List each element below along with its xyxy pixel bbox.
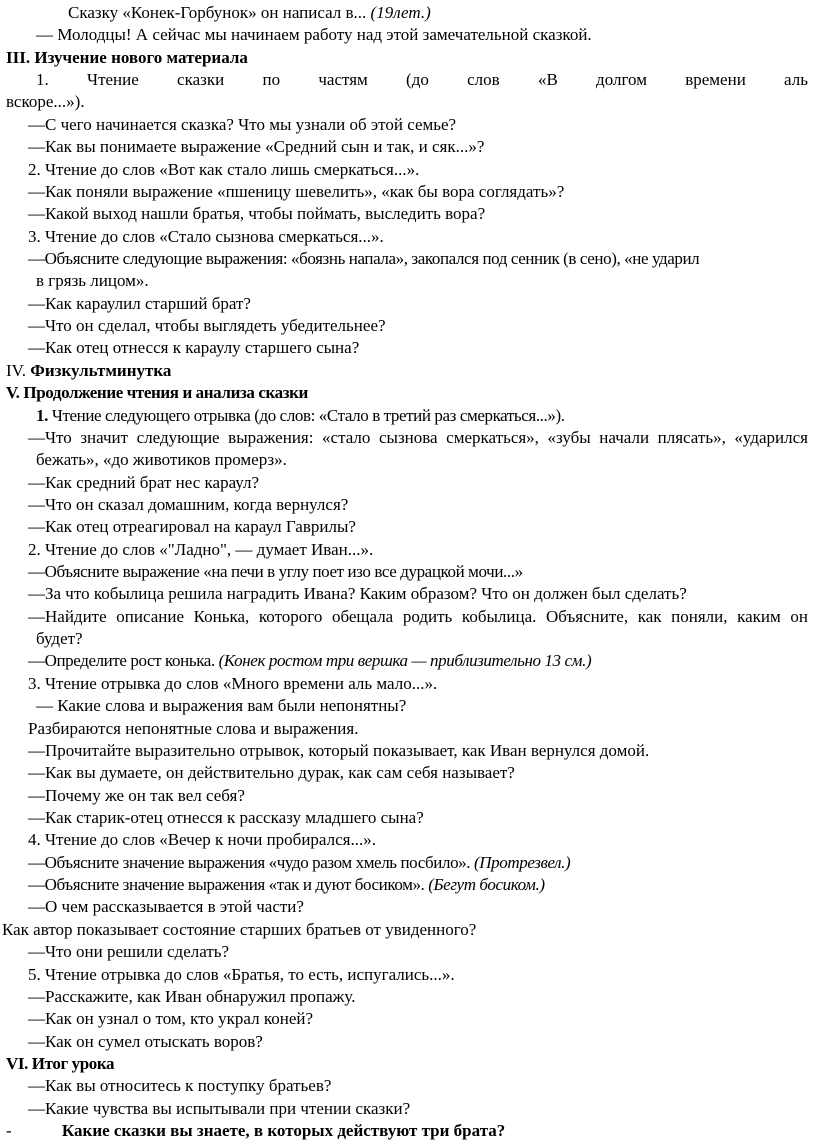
section-title: Физкультминутка bbox=[30, 360, 172, 380]
text-line: 3. Чтение до слов «Стало сызнова смеркаться...». bbox=[28, 226, 384, 246]
text-line: 1. Чтение сказки по частям (до слов «В долгом времени аль bbox=[36, 70, 808, 90]
text-line: —Как поняли выражение «пшеницу шевелить», «как бы вора соглядать»? bbox=[28, 181, 565, 201]
text-line bbox=[28, 650, 810, 671]
text-line: Как автор показывает состояние старших братьев от увиденного? bbox=[2, 919, 477, 939]
section-heading: VI. Итог урока bbox=[6, 1053, 115, 1073]
line-text: Какие сказки вы знаете, в которых действуют три брата? bbox=[61, 1121, 506, 1140]
italic-answer: (Конек ростом три вершка — приблизительно 13 см.) bbox=[218, 651, 592, 671]
text-line bbox=[68, 2, 810, 23]
item-number: 1. bbox=[36, 405, 48, 425]
text-line: —С чего начинается сказка? Что мы узнали об этой семье? bbox=[28, 114, 457, 134]
text-line: —Как средний брат нес караул? bbox=[28, 472, 260, 492]
line-text: Чтение следующего отрывка (до слов: «Стало в третий раз смеркаться...»). bbox=[51, 405, 565, 425]
section-heading bbox=[6, 360, 810, 381]
line-text: —Объясните значение выражения «так и дуют босиком». bbox=[28, 875, 425, 894]
text-line: 2. Чтение до слов «Вот как стало лишь смеркаться...». bbox=[28, 159, 420, 179]
text-line: бежать», «до животиков промерз». bbox=[36, 450, 287, 470]
text-line: —Как вы понимаете выражение «Средний сын и так, и сяк...»? bbox=[28, 137, 485, 157]
text-line: —Что значит следующие выражения: «стало сызнова смеркаться», «зубы начали плясать», «ударился bbox=[28, 427, 808, 447]
italic-answer: (Протрезвел.) bbox=[474, 852, 571, 872]
text-line: —Почему же он так вел себя? bbox=[28, 785, 245, 805]
italic-answer: (Бегут босиком.) bbox=[428, 875, 545, 894]
text-line: —Прочитайте выразительно отрывок, который показывает, как Иван вернулся домой. bbox=[28, 740, 650, 760]
text-line: —Как старик-отец отнесся к рассказу младшего сына? bbox=[28, 808, 424, 827]
section-number: IV. bbox=[6, 360, 26, 380]
text-line bbox=[28, 852, 810, 873]
line-text: Сказку «Конек-Горбунок» он написал в... bbox=[68, 3, 367, 22]
italic-answer: (19лет.) bbox=[370, 3, 431, 22]
text-line: —Как караулил старший брат? bbox=[28, 293, 251, 313]
text-line: 3. Чтение отрывка до слов «Много времени аль мало...». bbox=[28, 673, 438, 693]
text-line: 4. Чтение до слов «Вечер к ночи пробирался...». bbox=[28, 830, 376, 850]
text-line: —Объясните выражение «на печи в углу поет изо все дурацкой мочи...» bbox=[28, 562, 523, 581]
text-line: будет? bbox=[36, 629, 83, 649]
text-line: —Что он сказал домашним, когда вернулся? bbox=[28, 494, 349, 514]
text-line: —Как отец отнесся к караулу старшего сына? bbox=[28, 338, 360, 358]
text-line: —Что они решили сделать? bbox=[28, 942, 230, 962]
list-dash: - bbox=[6, 1121, 12, 1140]
text-line: —Найдите описание Конька, которого обещала родить кобылица. Объясните, как поняли, каким он bbox=[28, 606, 808, 626]
text-line: —Как отец отреагировал на караул Гаврилы? bbox=[28, 517, 356, 537]
text-line: —Как он сумел отыскать воров? bbox=[28, 1031, 263, 1051]
text-line: в грязь лицом». bbox=[36, 271, 149, 291]
text-line: —Какой выход нашли братья, чтобы поймать, выследить вора? bbox=[28, 204, 486, 224]
section-heading: V. Продолжение чтения и анализа сказки bbox=[6, 383, 308, 403]
section-heading: III. Изучение нового материала bbox=[6, 47, 248, 67]
line-text: —Объясните значение выражения «чудо разом хмель посбило». bbox=[28, 852, 471, 872]
text-line: — Какие слова и выражения вам были непонятны? bbox=[36, 696, 407, 716]
text-line: 2. Чтение до слов «"Ладно", — думает Иван...». bbox=[28, 539, 374, 559]
text-line bbox=[28, 874, 810, 895]
text-line: —Что он сделал, чтобы выглядеть убедительнее? bbox=[28, 316, 386, 335]
text-line: —Какие чувства вы испытывали при чтении сказки? bbox=[28, 1098, 411, 1118]
text-line: —Как вы думаете, он действительно дурак, как сам себя называет? bbox=[28, 763, 515, 783]
text-line bbox=[6, 1120, 810, 1141]
text-line: Разбираются непонятные слова и выражения. bbox=[28, 718, 359, 738]
text-line: — Молодцы! А сейчас мы начинаем работу над этой замечательной сказкой. bbox=[36, 25, 592, 45]
text-line: —Объясните следующие выражения: «боязнь напала», закопался под сенник (в сено), «не ударил bbox=[28, 249, 700, 268]
text-line: —Как он узнал о том, кто украл коней? bbox=[28, 1009, 314, 1029]
text-line bbox=[36, 405, 810, 426]
text-line: —За что кобылица решила наградить Ивана? Каким образом? Что он должен был сделать? bbox=[28, 584, 687, 604]
text-line: 5. Чтение отрывка до слов «Братья, то есть, испугались...». bbox=[28, 964, 455, 984]
text-line: вскоре...»). bbox=[6, 92, 85, 112]
text-line: —Расскажите, как Иван обнаружил пропажу. bbox=[28, 986, 356, 1006]
text-line: —Как вы относитесь к поступку братьев? bbox=[28, 1076, 332, 1096]
line-text: —Определите рост конька. bbox=[28, 651, 215, 671]
text-line: —О чем рассказывается в этой части? bbox=[28, 897, 304, 917]
